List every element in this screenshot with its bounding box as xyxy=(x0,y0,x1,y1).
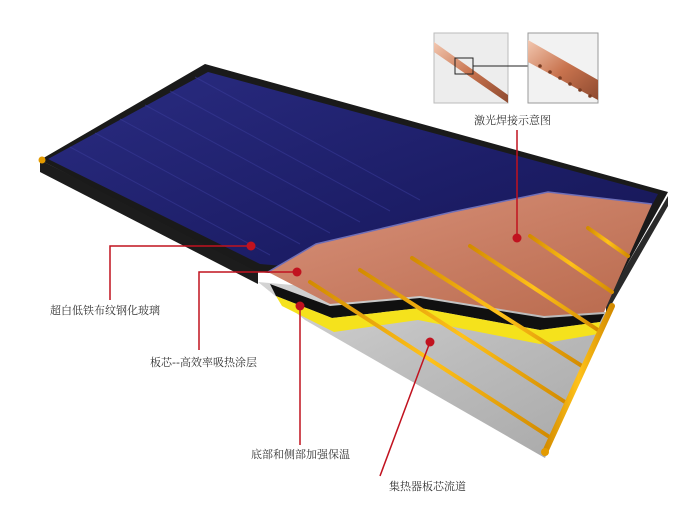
insulation-callout-dot xyxy=(296,302,305,311)
laser-weld-label: 激光焊接示意图 xyxy=(474,114,551,127)
laser-weld-inset-small xyxy=(434,33,508,103)
glass-callout-dot xyxy=(247,242,256,251)
flow-channel-callout-dot xyxy=(426,338,435,347)
header-tube-end xyxy=(541,448,549,456)
absorber-label: 板芯--高效率吸热涂层 xyxy=(150,356,257,369)
laser-weld-callout-dot xyxy=(513,234,522,243)
laser-weld-inset-large xyxy=(528,33,598,103)
absorber-callout-dot xyxy=(293,268,302,277)
glass-label: 超白低铁布纹钢化玻璃 xyxy=(50,304,160,317)
flow-channel-label: 集热器板芯流道 xyxy=(389,480,466,493)
left-tube-end xyxy=(39,157,46,164)
insulation-label: 底部和侧部加强保温 xyxy=(251,448,350,461)
